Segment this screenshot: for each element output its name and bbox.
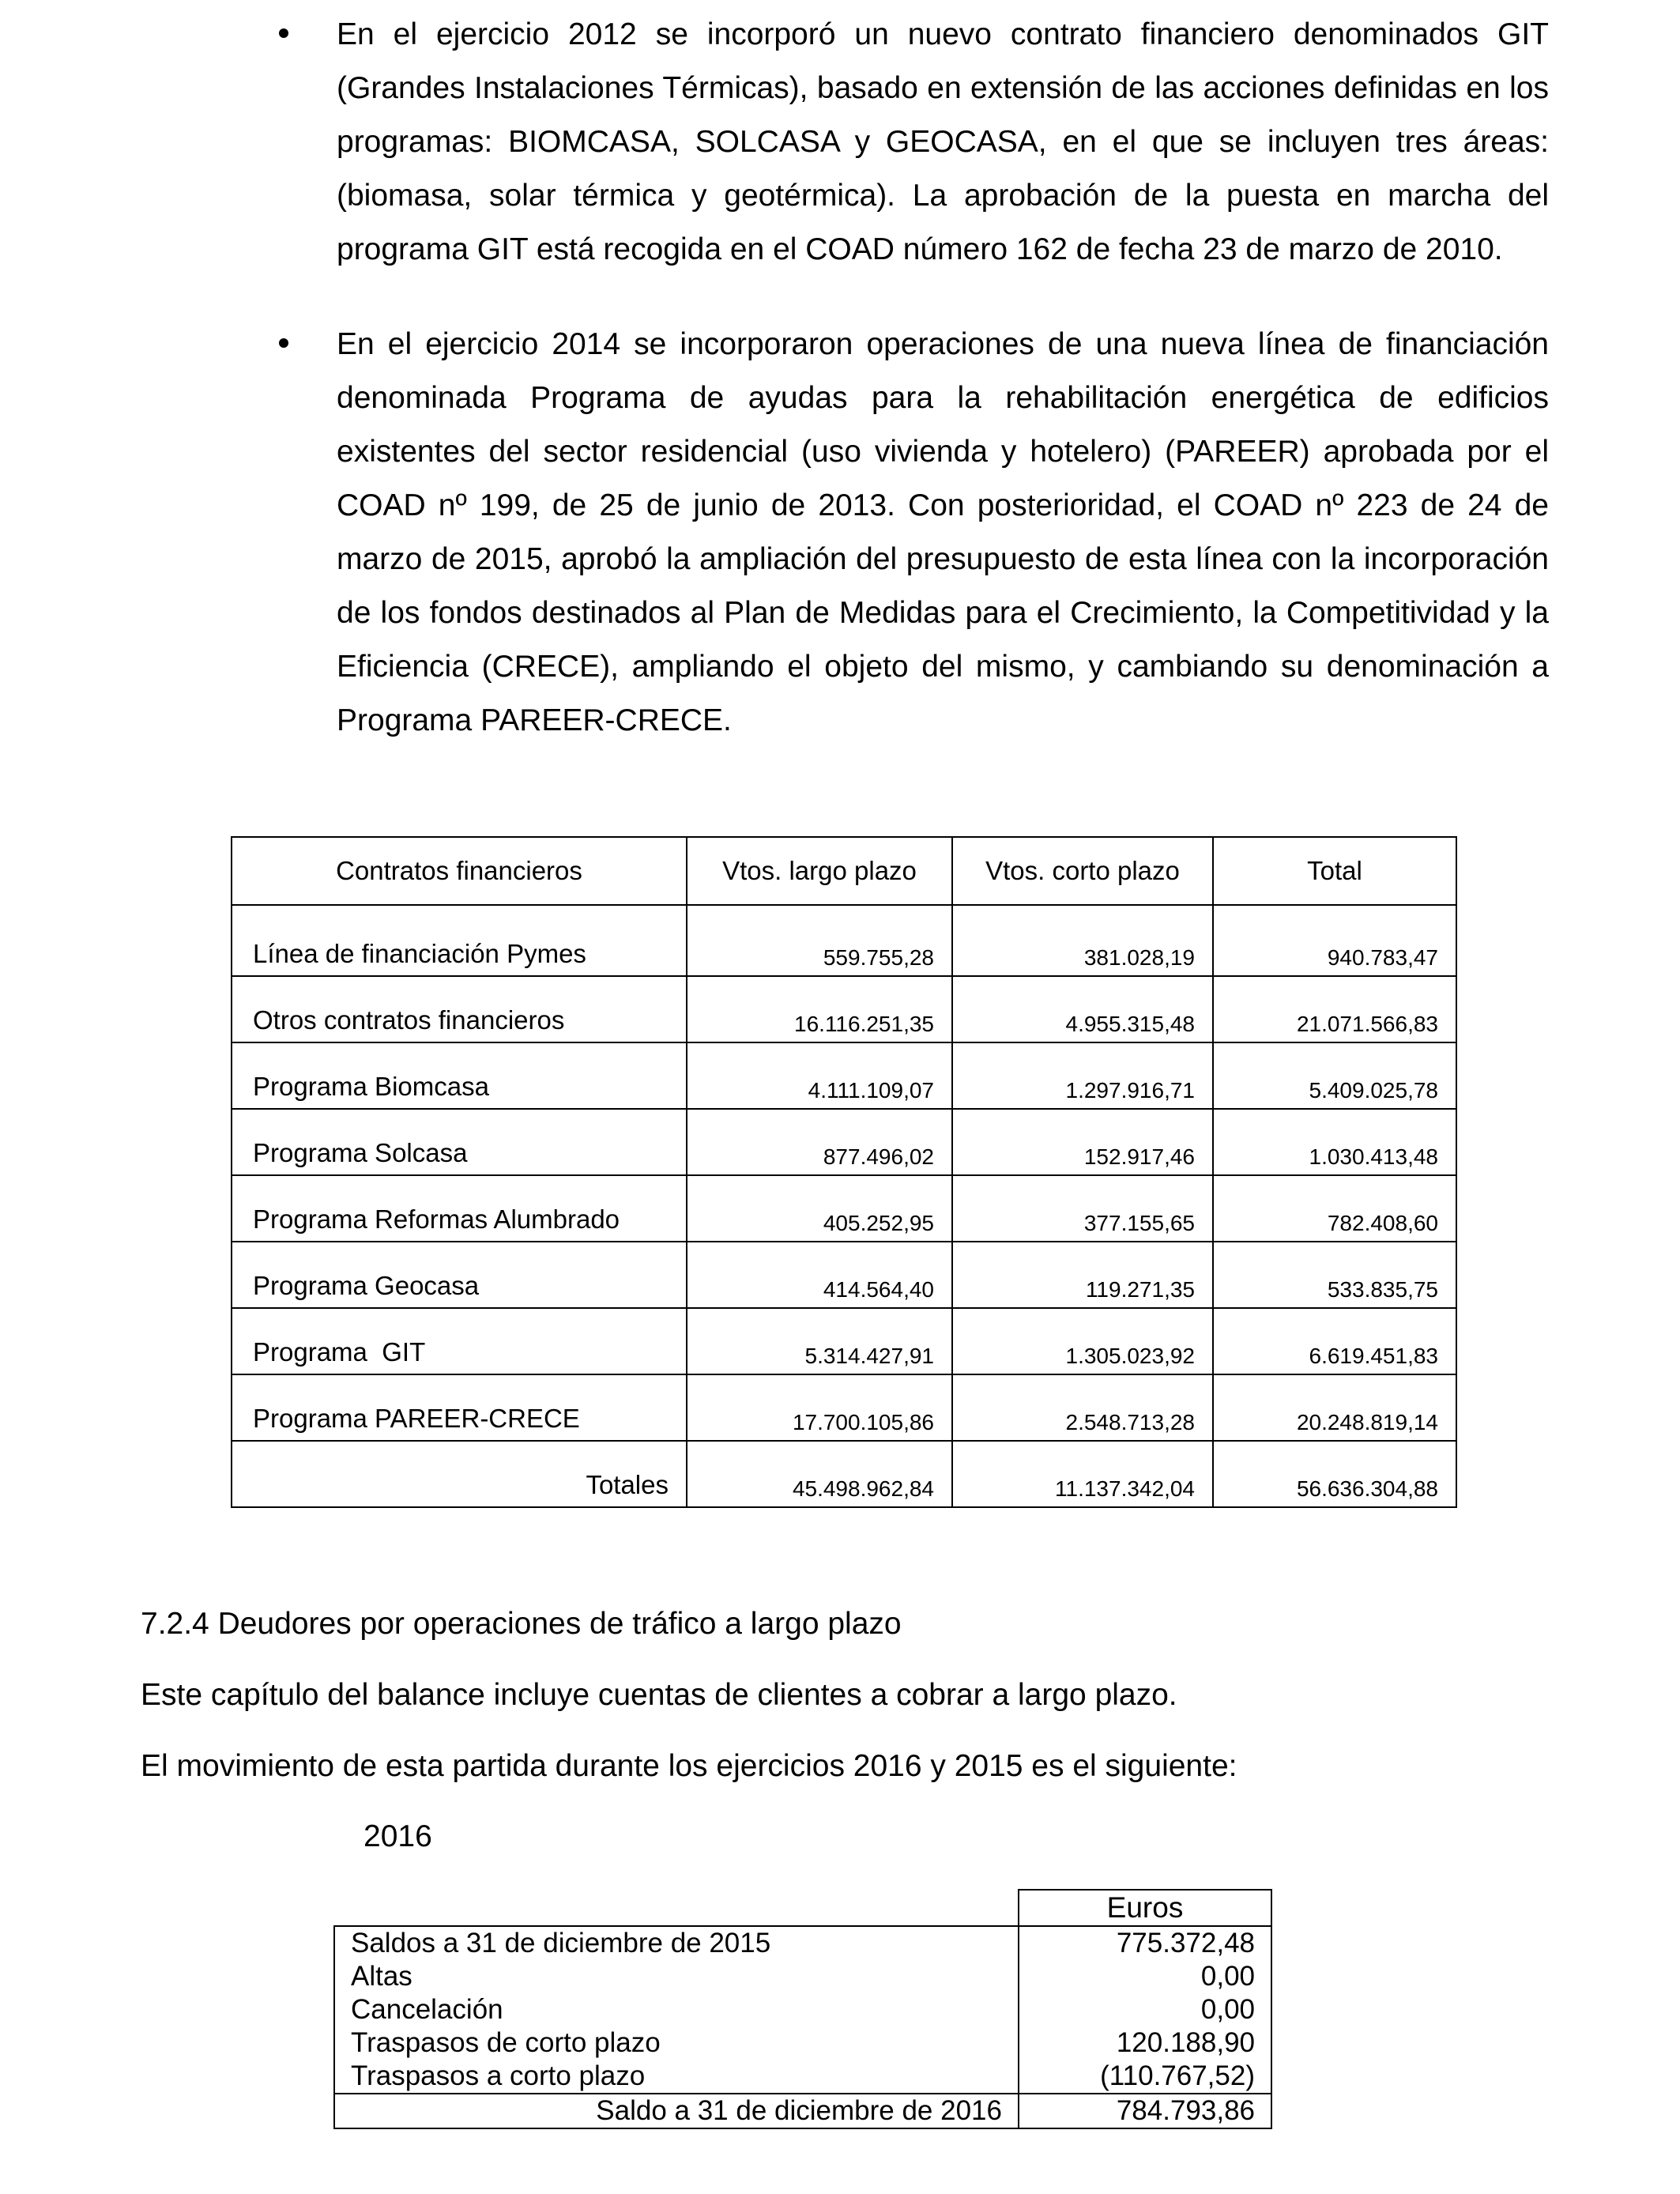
column-header: Euros xyxy=(1019,1890,1271,1926)
cell-value: 775.372,48 xyxy=(1019,1926,1271,1960)
cell-value: 4.955.315,48 xyxy=(952,976,1213,1042)
table-row xyxy=(232,1374,1456,1441)
bullet-text: En el ejercicio 2012 se incorporó un nuevo contrato financiero denominados GIT (Grandes Instalaciones Térmicas), basado en extensión de las acciones definidas en los programas: BIOMCASA, SOLCASA y GEOCASA, en el que se incluyen tres áreas: (biomasa, solar térmica y geotérmica). La aprobación de la puesta en marcha del programa GIT está recogida en el COAD número 162 de fecha 23 de marzo de 2010. xyxy=(337,17,1549,266)
total-value: 784.793,86 xyxy=(1019,2094,1271,2128)
column-header: Vtos. largo plazo xyxy=(687,837,952,905)
cell-value: 1.305.023,92 xyxy=(952,1308,1213,1374)
cell-value: 381.028,19 xyxy=(952,905,1213,976)
cell-value: 0,00 xyxy=(1019,1960,1271,1993)
table-row xyxy=(232,1308,1456,1374)
cell-value: 1.030.413,48 xyxy=(1213,1109,1456,1175)
table-row xyxy=(334,1993,1271,2026)
cell-value: 5.409.025,78 xyxy=(1213,1042,1456,1109)
row-label: Cancelación xyxy=(334,1993,1019,2026)
table-header-row xyxy=(232,837,1456,905)
cell-value: 2.548.713,28 xyxy=(952,1374,1213,1441)
cell-value: (110.767,52) xyxy=(1019,2060,1271,2094)
cell-value: 0,00 xyxy=(1019,1993,1271,2026)
totals-row xyxy=(232,1441,1456,1507)
table-row xyxy=(232,1242,1456,1308)
bullet-icon xyxy=(279,28,288,38)
cell-value: 782.408,60 xyxy=(1213,1175,1456,1242)
table-header-row xyxy=(334,1890,1271,1926)
cell-value: 414.564,40 xyxy=(687,1242,952,1308)
cell-value: 6.619.451,83 xyxy=(1213,1308,1456,1374)
row-label: Programa PAREER-CRECE xyxy=(232,1374,687,1441)
row-label: Altas xyxy=(334,1960,1019,1993)
cell-value: 4.111.109,07 xyxy=(687,1042,952,1109)
row-label: Programa Biomcasa xyxy=(232,1042,687,1109)
cell-value: 533.835,75 xyxy=(1213,1242,1456,1308)
totals-label: Saldo a 31 de diciembre de 2016 xyxy=(334,2094,1019,2128)
cell-value: 16.116.251,35 xyxy=(687,976,952,1042)
year-label: 2016 xyxy=(363,1819,432,1853)
column-header: Total xyxy=(1213,837,1456,905)
cell-value: 5.314.427,91 xyxy=(687,1308,952,1374)
totals-label: Totales xyxy=(232,1441,687,1507)
totals-row xyxy=(334,2094,1271,2128)
total-value: 56.636.304,88 xyxy=(1213,1441,1456,1507)
row-label: Traspasos a corto plazo xyxy=(334,2060,1019,2094)
cell-value: 152.917,46 xyxy=(952,1109,1213,1175)
row-label: Línea de financiación Pymes xyxy=(232,905,687,976)
bullet-text: En el ejercicio 2014 se incorporaron operaciones de una nueva línea de financiación denominada Programa de ayudas para la rehabilitación energética de edificios existentes del sector residencial (uso vivienda y hotelero) (PAREER) aprobada por el COAD nº 199, de 25 de junio de 2013. Con posterioridad, el COAD nº 223 de 24 de marzo de 2015, aprobó la ampliación del presupuesto de esta línea con la incorporación de los fondos destinados al Plan de Medidas para el Crecimiento, la Competitividad y la Eficiencia (CRECE), ampliando el objeto del mismo, y cambiando su denominación a Programa PAREER-CRECE. xyxy=(337,327,1549,737)
table-row xyxy=(334,1960,1271,1993)
column-header: Vtos. corto plazo xyxy=(952,837,1213,905)
bullet-icon xyxy=(279,338,288,348)
table-row xyxy=(232,1109,1456,1175)
paragraph: Este capítulo del balance incluye cuentas de clientes a cobrar a largo plazo. xyxy=(141,1678,1177,1712)
cell-value: 20.248.819,14 xyxy=(1213,1374,1456,1441)
cell-value: 877.496,02 xyxy=(687,1109,952,1175)
cell-value: 1.297.916,71 xyxy=(952,1042,1213,1109)
column-header: Contratos financieros xyxy=(232,837,687,905)
bullet-item-pareer xyxy=(275,318,1549,748)
row-label: Traspasos de corto plazo xyxy=(334,2026,1019,2060)
row-label: Programa Solcasa xyxy=(232,1109,687,1175)
row-label: Programa GIT xyxy=(232,1308,687,1374)
cell-value: 21.071.566,83 xyxy=(1213,976,1456,1042)
cell-value: 120.188,90 xyxy=(1019,2026,1271,2060)
paragraph: El movimiento de esta partida durante los ejercicios 2016 y 2015 es el siguiente: xyxy=(141,1749,1237,1783)
cell-value: 377.155,65 xyxy=(952,1175,1213,1242)
cell-value: 559.755,28 xyxy=(687,905,952,976)
total-value: 11.137.342,04 xyxy=(952,1441,1213,1507)
table-row xyxy=(334,1926,1271,1960)
table-row xyxy=(232,976,1456,1042)
row-label: Otros contratos financieros xyxy=(232,976,687,1042)
contracts-table xyxy=(231,836,1457,1508)
bullet-item-git xyxy=(275,8,1549,277)
cell-value: 940.783,47 xyxy=(1213,905,1456,976)
cell-value: 405.252,95 xyxy=(687,1175,952,1242)
row-label: Programa Geocasa xyxy=(232,1242,687,1308)
section-title: 7.2.4 Deudores por operaciones de tráfico a largo plazo xyxy=(141,1607,902,1641)
table-row xyxy=(232,905,1456,976)
cell-value: 119.271,35 xyxy=(952,1242,1213,1308)
table-row xyxy=(232,1042,1456,1109)
cell-value: 17.700.105,86 xyxy=(687,1374,952,1441)
row-label: Saldos a 31 de diciembre de 2015 xyxy=(334,1926,1019,1960)
table-row xyxy=(232,1175,1456,1242)
table-row xyxy=(334,2026,1271,2060)
row-label: Programa Reformas Alumbrado xyxy=(232,1175,687,1242)
table-row xyxy=(334,2060,1271,2094)
total-value: 45.498.962,84 xyxy=(687,1441,952,1507)
movement-table xyxy=(333,1889,1272,2129)
